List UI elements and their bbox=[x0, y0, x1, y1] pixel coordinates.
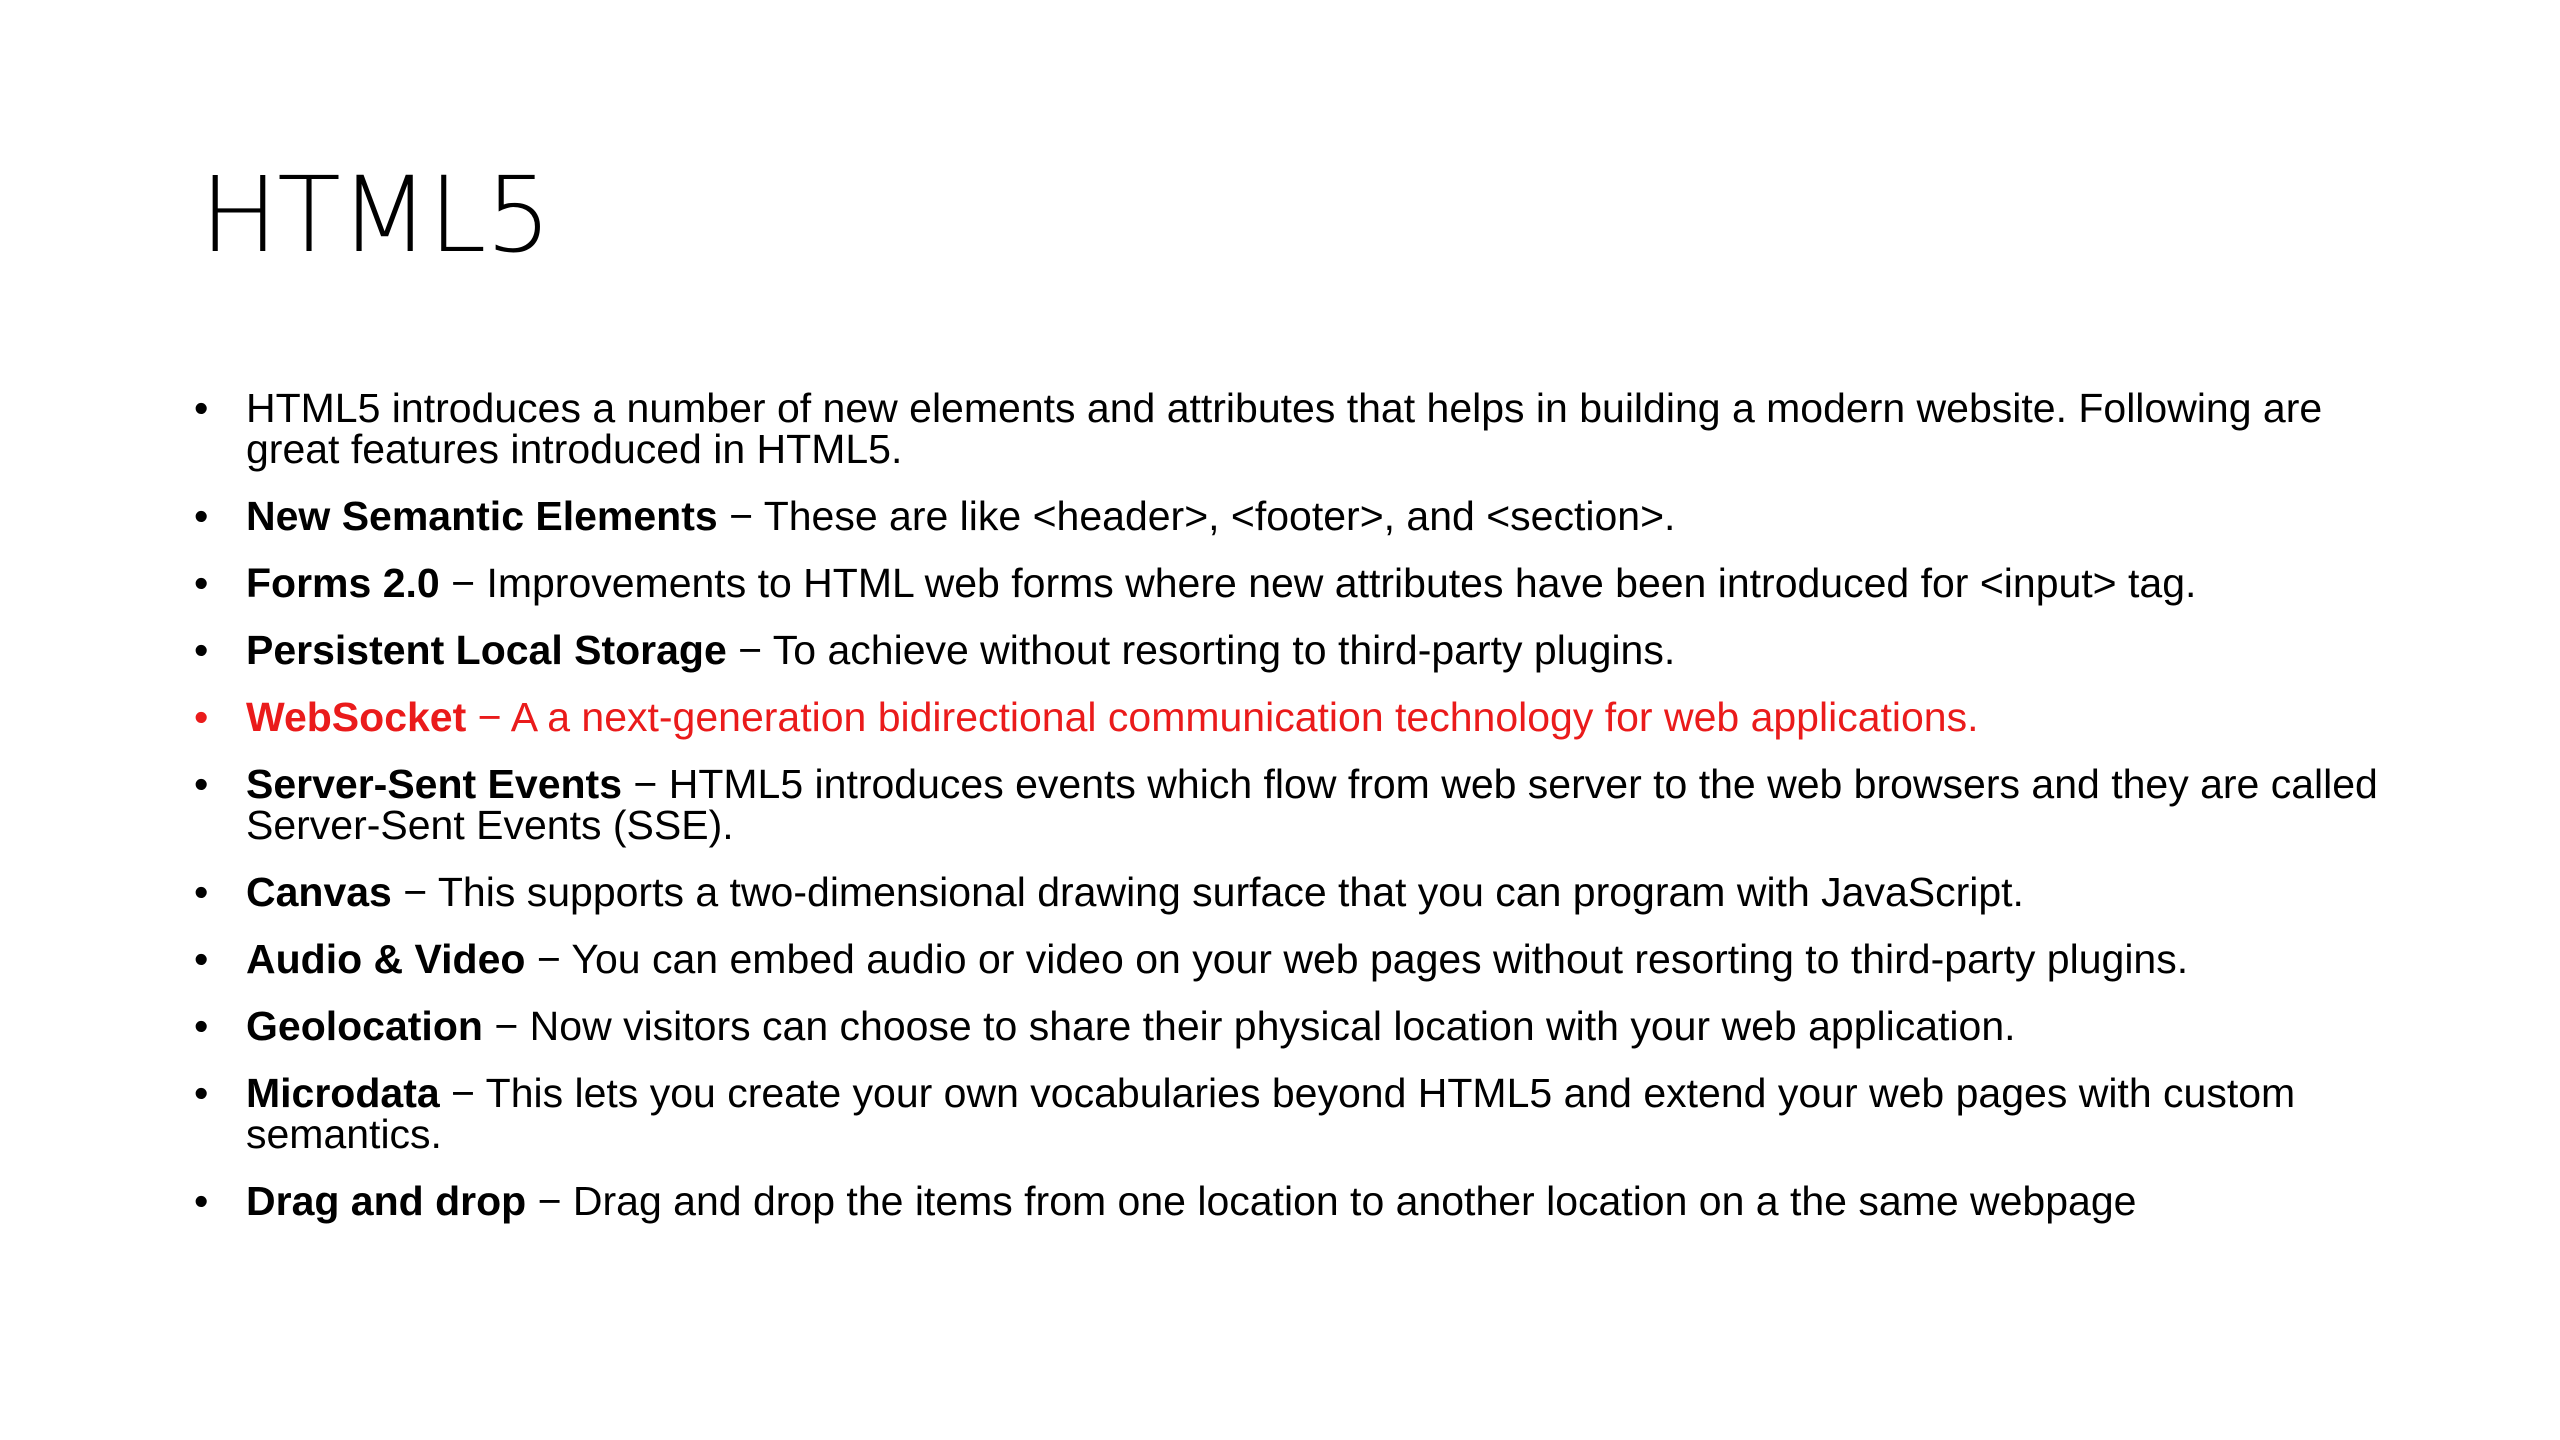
bullet-term: WebSocket bbox=[246, 694, 467, 740]
bullet-text: This supports a two-dimensional drawing surface that you can program with JavaScript. bbox=[437, 869, 2024, 915]
bullet-separator: − bbox=[525, 936, 572, 982]
bullet-separator: − bbox=[622, 761, 669, 807]
bullet-icon: • bbox=[194, 627, 209, 673]
bullet-text: HTML5 introduces a number of new elements and attributes that helps in building a modern website. Following are great features introduced in HTML5. bbox=[246, 385, 2323, 472]
bullet-separator: − bbox=[726, 627, 773, 673]
bullet-list bbox=[194, 385, 2394, 1248]
bullet-separator: − bbox=[439, 1070, 486, 1116]
bullet-text: A a next-generation bidirectional communication technology for web applications. bbox=[510, 694, 1979, 740]
bullet-item-local-storage bbox=[194, 627, 2394, 673]
bullet-item-microdata bbox=[194, 1070, 2394, 1157]
bullet-icon: • bbox=[194, 385, 209, 431]
bullet-text: Now visitors can choose to share their physical location with your web application. bbox=[529, 1003, 2016, 1049]
bullet-term: Geolocation bbox=[246, 1003, 483, 1049]
bullet-separator: − bbox=[391, 869, 438, 915]
bullet-term: Persistent Local Storage bbox=[246, 627, 727, 673]
bullet-text: You can embed audio or video on your web pages without resorting to third-party plugins. bbox=[571, 936, 2189, 982]
bullet-term: Microdata bbox=[246, 1070, 440, 1116]
bullet-text: Drag and drop the items from one location to another location on a the same webpage bbox=[572, 1178, 2137, 1224]
bullet-separator: − bbox=[439, 560, 487, 606]
bullet-term: Canvas bbox=[246, 869, 392, 915]
bullet-item-semantic-elements bbox=[194, 493, 2394, 539]
bullet-item-canvas bbox=[194, 869, 2394, 915]
bullet-separator: − bbox=[482, 1003, 530, 1049]
bullet-item-intro bbox=[194, 385, 2394, 472]
bullet-term: Audio & Video bbox=[246, 936, 526, 982]
bullet-item-server-sent-events bbox=[194, 761, 2394, 848]
bullet-item-forms bbox=[194, 560, 2394, 606]
bullet-text: This lets you create your own vocabularies beyond HTML5 and extend your web pages with custom semantics. bbox=[246, 1070, 2296, 1157]
bullet-term: New Semantic Elements bbox=[246, 493, 718, 539]
bullet-item-drag-and-drop bbox=[194, 1178, 2394, 1224]
bullet-text: These are like <header>, <footer>, and <section>. bbox=[763, 493, 1676, 539]
bullet-term: Drag and drop bbox=[246, 1178, 527, 1224]
bullet-separator: − bbox=[717, 493, 764, 539]
bullet-text: To achieve without resorting to third-party plugins. bbox=[772, 627, 1676, 673]
bullet-icon: • bbox=[194, 761, 209, 807]
bullet-icon: • bbox=[194, 493, 209, 539]
bullet-text: Improvements to HTML web forms where new attributes have been introduced for <input> tag. bbox=[486, 560, 2197, 606]
slide-title: HTML5 bbox=[200, 154, 551, 276]
bullet-icon: • bbox=[194, 1070, 209, 1116]
bullet-term: Server-Sent Events bbox=[246, 761, 623, 807]
bullet-text: HTML5 introduces events which flow from web server to the web browsers and they are called Server-Sent Events (SSE). bbox=[246, 761, 2378, 848]
bullet-item-geolocation bbox=[194, 1003, 2394, 1049]
bullet-separator: − bbox=[526, 1178, 573, 1224]
bullet-icon: • bbox=[194, 869, 209, 915]
bullet-separator: − bbox=[466, 694, 511, 740]
bullet-term: Forms 2.0 bbox=[246, 560, 440, 606]
bullet-icon: • bbox=[194, 1003, 209, 1049]
bullet-item-audio-video bbox=[194, 936, 2394, 982]
bullet-icon: • bbox=[194, 1178, 209, 1224]
bullet-item-websocket bbox=[194, 694, 2394, 740]
bullet-icon: • bbox=[194, 694, 209, 740]
bullet-icon: • bbox=[194, 936, 209, 982]
bullet-icon: • bbox=[194, 560, 209, 606]
